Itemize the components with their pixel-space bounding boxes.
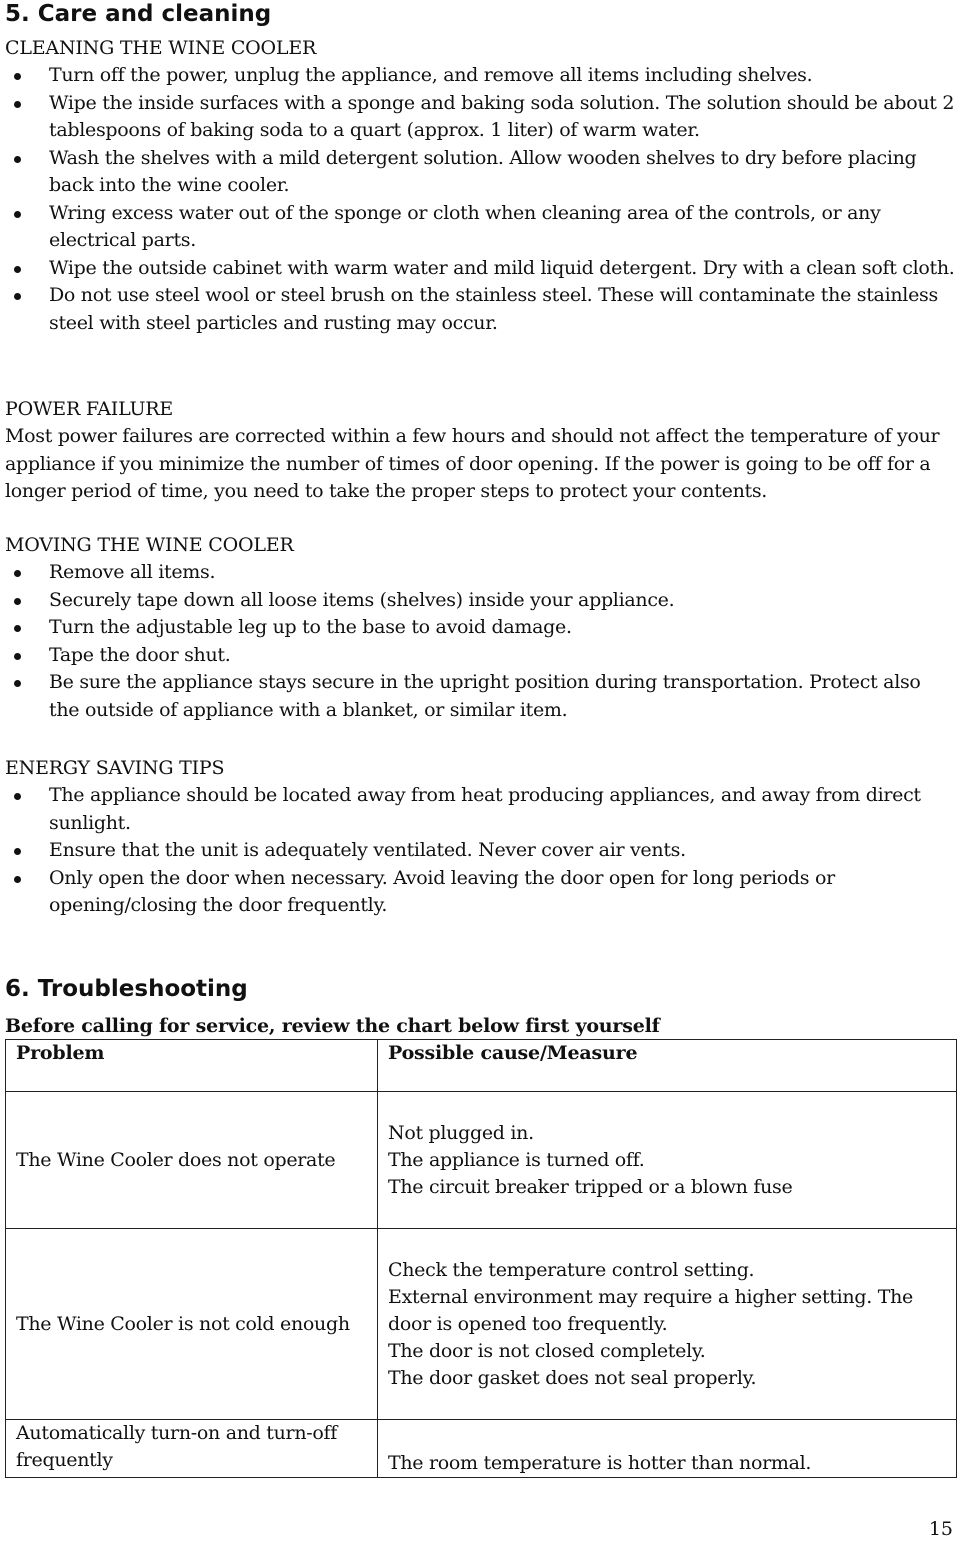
list-item: Turn off the power, unplug the appliance, and remove all items including shelves. — [5, 62, 955, 90]
table-row — [6, 1420, 957, 1478]
list-item: Ensure that the unit is adequately ventilated. Never cover air vents. — [5, 837, 955, 865]
cause-cell: The room temperature is hotter than normal. — [378, 1420, 957, 1478]
bullet-icon — [14, 266, 21, 273]
energy-list — [5, 782, 955, 920]
moving-section — [5, 532, 955, 724]
bullet-icon — [14, 680, 21, 687]
table-row — [6, 1092, 957, 1229]
table-row — [6, 1229, 957, 1420]
bullet-icon — [14, 73, 21, 80]
bullet-icon — [14, 598, 21, 605]
cleaning-section — [5, 35, 955, 337]
column-header-cause: Possible cause/Measure — [378, 1040, 957, 1092]
energy-section — [5, 755, 955, 920]
list-item: Wash the shelves with a mild detergent solution. Allow wooden shelves to dry before placing back into the wine cooler. — [5, 145, 955, 200]
moving-title: MOVING THE WINE COOLER — [5, 534, 294, 556]
list-item: Be sure the appliance stays secure in the upright position during transportation. Protect also the outside of appliance with a blanket, or similar item. — [5, 669, 955, 724]
list-item: Tape the door shut. — [5, 642, 955, 670]
list-item: Wring excess water out of the sponge or cloth when cleaning area of the controls, or any electrical parts. — [5, 200, 955, 255]
cleaning-title: CLEANING THE WINE COOLER — [5, 37, 317, 59]
bullet-icon — [14, 156, 21, 163]
column-header-problem: Problem — [6, 1040, 378, 1092]
energy-title: ENERGY SAVING TIPS — [5, 757, 225, 779]
power-title: POWER FAILURE — [5, 398, 174, 420]
list-item: The appliance should be located away from heat producing appliances, and away from direct sunlight. — [5, 782, 955, 837]
bullet-icon — [14, 653, 21, 660]
list-item: Wipe the inside surfaces with a sponge and baking soda solution. The solution should be about 2 tablespoons of baking soda to a quart (approx. 1 liter) of warm water. — [5, 90, 955, 145]
section-heading-troubleshooting: 6. Troubleshooting — [5, 976, 248, 1002]
problem-cell: The Wine Cooler is not cold enough — [6, 1229, 378, 1420]
troubleshooting-lead: Before calling for service, review the chart below first yourself — [5, 1015, 660, 1037]
problem-cell: The Wine Cooler does not operate — [6, 1092, 378, 1229]
cause-cell: Check the temperature control setting. External environment may require a higher setting. The door is opened too frequently. The door is not closed completely. The door gasket does not seal properly. — [378, 1229, 957, 1420]
list-item: Turn the adjustable leg up to the base to avoid damage. — [5, 614, 955, 642]
bullet-icon — [14, 793, 21, 800]
list-item: Remove all items. — [5, 559, 955, 587]
list-item: Wipe the outside cabinet with warm water and mild liquid detergent. Dry with a clean soft cloth. — [5, 255, 955, 283]
power-section — [5, 396, 955, 506]
moving-list — [5, 559, 955, 724]
bullet-icon — [14, 876, 21, 883]
bullet-icon — [14, 848, 21, 855]
power-text: Most power failures are corrected within a few hours and should not affect the temperature of your appliance if you minimize the number of times of door opening. If the power is going to be off for a longer period of time, you need to take the proper steps to protect your contents. — [5, 425, 940, 502]
bullet-icon — [14, 625, 21, 632]
cleaning-list — [5, 62, 955, 337]
list-item: Do not use steel wool or steel brush on the stainless steel. These will contaminate the stainless steel with steel particles and rusting may occur. — [5, 282, 955, 337]
bullet-icon — [14, 570, 21, 577]
cause-cell: Not plugged in. The appliance is turned off. The circuit breaker tripped or a blown fuse — [378, 1092, 957, 1229]
list-item: Securely tape down all loose items (shelves) inside your appliance. — [5, 587, 955, 615]
section-heading-care: 5. Care and cleaning — [5, 1, 272, 27]
bullet-icon — [14, 101, 21, 108]
list-item: Only open the door when necessary. Avoid leaving the door open for long periods or opening/closing the door frequently. — [5, 865, 955, 920]
bullet-icon — [14, 293, 21, 300]
table-header-row — [6, 1040, 957, 1092]
bullet-icon — [14, 211, 21, 218]
page-number: 15 — [928, 1518, 953, 1540]
problem-cell: Automatically turn-on and turn-off frequently — [6, 1420, 378, 1478]
troubleshooting-table — [5, 1039, 957, 1478]
